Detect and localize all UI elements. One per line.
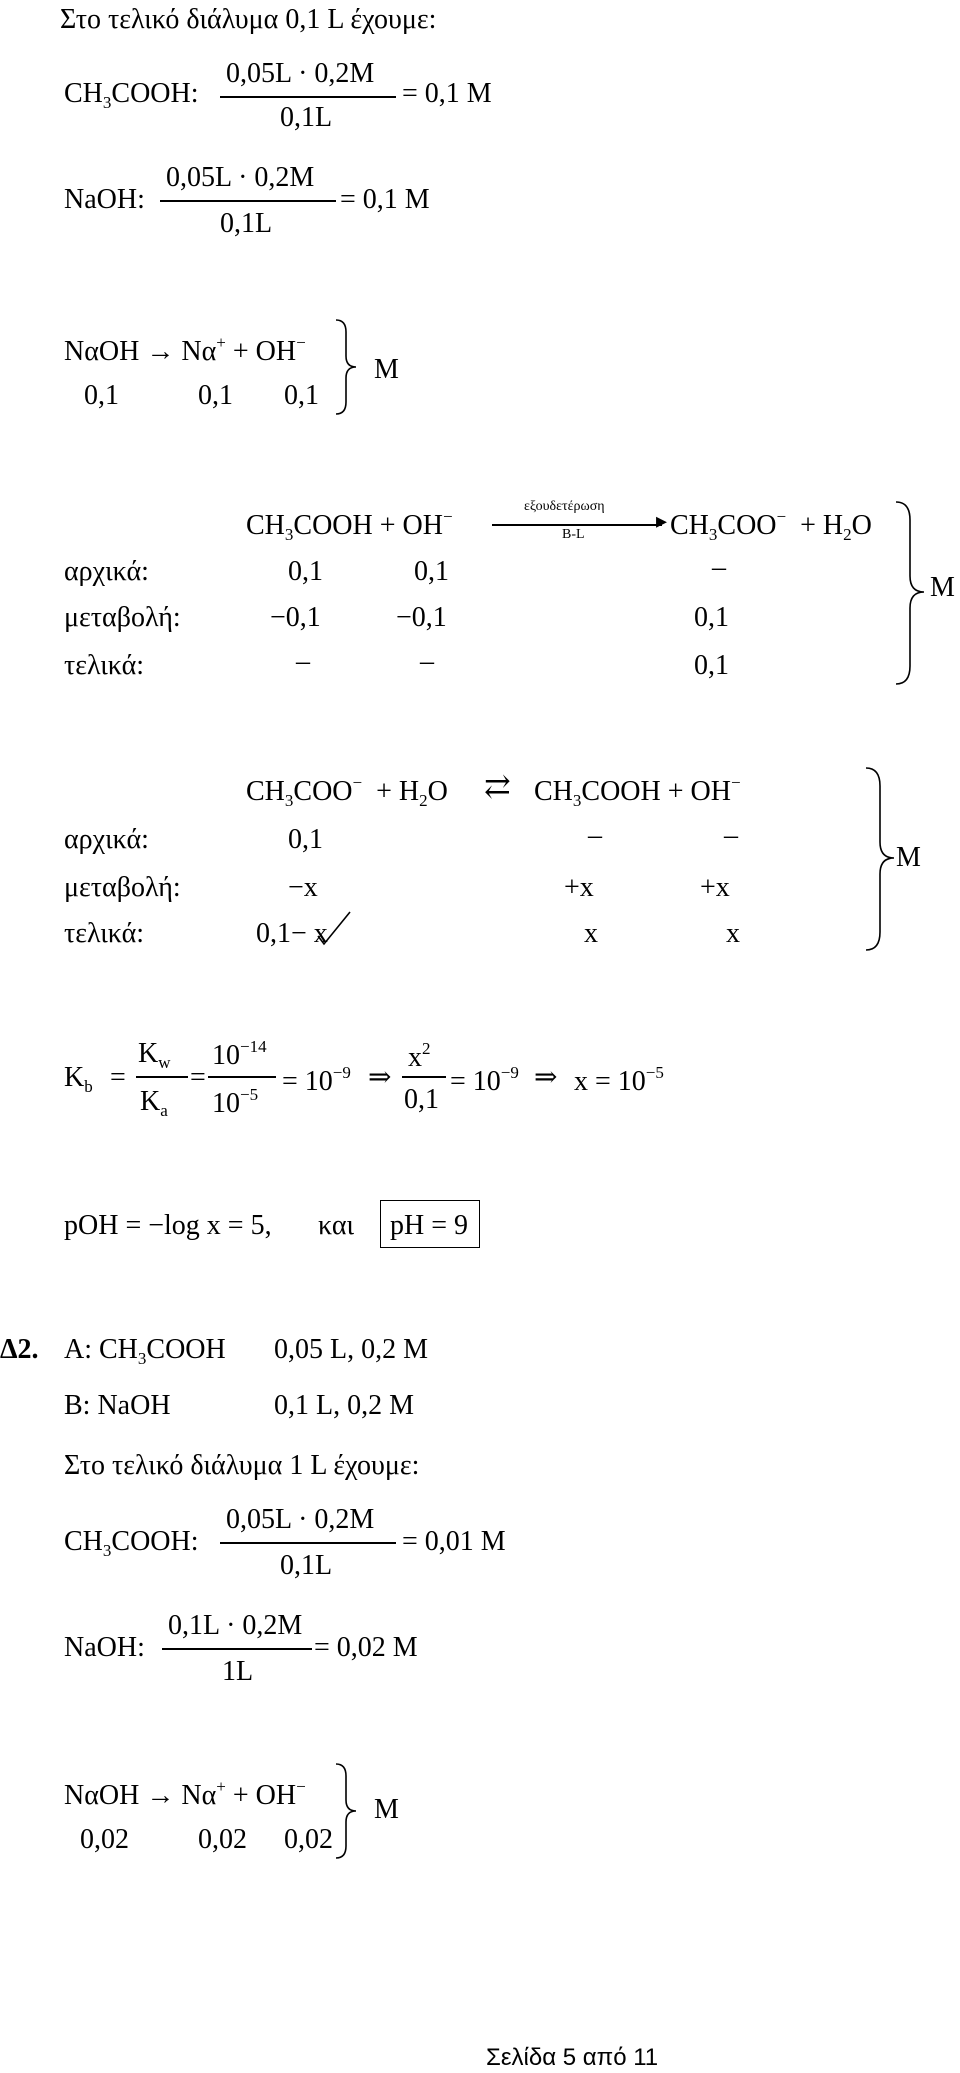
hydro-row-change-a: −x — [288, 872, 318, 903]
solution-b-line: B: NaOH — [64, 1390, 171, 1421]
implies-arrow-2: ⇒ — [534, 1062, 558, 1093]
hydro-row-final-b: x — [584, 918, 598, 949]
cancel-slash — [316, 908, 352, 948]
hydro-row-change-b: +x — [564, 872, 594, 903]
ch3cooh-label-1: $CH_3COOH$: — [64, 78, 199, 112]
diss-unit-2: M — [374, 1794, 399, 1825]
ka-symbol: $K_a$ — [140, 1086, 168, 1120]
kw-value: $10^{-14}$ — [212, 1037, 267, 1071]
diss-value-1a: 0,1 — [84, 380, 119, 411]
solution-a-line: A: $CH_3COOH$ — [64, 1334, 226, 1368]
hydro-row-final-c: x — [726, 918, 740, 949]
intro-text-2: Στο τελικό διάλυμα 1 L έχουμε: — [64, 1450, 420, 1481]
right-brace — [894, 500, 928, 686]
fraction-bar — [136, 1076, 188, 1078]
neut-row-change-a: −0,1 — [270, 602, 321, 633]
x-value: $x = 10^{-5}$ — [574, 1063, 664, 1097]
naoh-label-2: NaOH: — [64, 1632, 145, 1663]
diss-value-1c: 0,1 — [284, 380, 319, 411]
kb-equals: = — [110, 1062, 126, 1093]
neut-row-label-final: τελικά: — [64, 650, 145, 681]
section-heading-d2: Δ2. — [0, 1334, 39, 1365]
diss-unit-1: M — [374, 354, 399, 385]
and-word: και — [318, 1210, 355, 1241]
neut-row-final-a: – — [296, 646, 310, 677]
fraction-bar — [402, 1076, 446, 1078]
hydro-row-initial-b: – — [588, 820, 602, 851]
fraction-bar — [162, 1648, 312, 1650]
hydro-row-initial-c: – — [724, 820, 738, 851]
naoh-result-1: = 0,1 M — [340, 184, 430, 215]
fraction-bar — [160, 200, 336, 202]
naoh-label-1: NaOH: — [64, 184, 145, 215]
hydro-row-label-final: τελικά: — [64, 918, 145, 949]
naoh-denominator-2: 1L — [222, 1656, 254, 1687]
right-brace — [334, 318, 358, 416]
hydro-row-initial-a: 0,1 — [288, 824, 323, 855]
ch3cooh-numerator-1: 0,05L · 0,2M — [226, 58, 375, 89]
naoh-result-2: = 0,02 M — [314, 1632, 418, 1663]
hydro-row-change-c: +x — [700, 872, 730, 903]
arrow-head: ▸ — [656, 508, 668, 533]
diss-value-2c: 0,02 — [284, 1824, 333, 1855]
ch3cooh-result-1: = 0,1 M — [402, 78, 492, 109]
ch3cooh-numerator-2: 0,05L · 0,2M — [226, 1504, 375, 1535]
diss-value-2a: 0,02 — [80, 1824, 129, 1855]
kb-symbol: $K_b$ — [64, 1062, 93, 1096]
right-brace — [864, 766, 898, 952]
neut-row-change-b: −0,1 — [396, 602, 447, 633]
right-brace — [334, 1762, 358, 1860]
neut-row-change-c: 0,1 — [694, 602, 729, 633]
ph-result: pH = 9 — [390, 1210, 469, 1241]
ka-value: $10^{-5}$ — [212, 1085, 259, 1119]
hydro-reactants: $CH_3COO^- + H_2O$ — [246, 773, 448, 810]
intro-text-1: Στο τελικό διάλυμα 0,1 L έχουμε: — [60, 4, 437, 35]
diss-value-1b: 0,1 — [198, 380, 233, 411]
solution-a-values: 0,05 L, 0,2 M — [274, 1334, 428, 1365]
neut-row-label-initial: αρχικά: — [64, 556, 149, 587]
diss-eq-1: NαOH → Nα+ + OH− — [64, 333, 306, 367]
neut-unit: M — [930, 572, 955, 603]
neut-row-initial-b: 0,1 — [414, 556, 449, 587]
ch3cooh-result-2: = 0,01 M — [402, 1526, 506, 1557]
page-footer: Σελίδα 5 από 11 — [486, 2044, 659, 2071]
fraction-bar — [220, 96, 396, 98]
neut-row-final-b: – — [420, 646, 434, 677]
diss-eq-2: NαOH → Nα+ + OH− — [64, 1777, 306, 1811]
kb-result-2: = $10^{-9}$ — [450, 1063, 519, 1097]
solution-b-values: 0,1 L, 0,2 M — [274, 1390, 414, 1421]
naoh-numerator-1: 0,05L · 0,2M — [166, 162, 315, 193]
naoh-denominator-1: 0,1L — [220, 208, 273, 239]
equilibrium-arrow: ⇄ — [484, 768, 511, 804]
naoh-numerator-2: 0,1L · 0,2M — [168, 1610, 303, 1641]
neut-products: $CH_3COO^- + H_2O$ — [670, 507, 872, 544]
fraction-bar — [220, 1542, 396, 1544]
ch3cooh-denominator-1: 0,1L — [280, 102, 333, 133]
neut-reactants: $CH_3COOH + OH^-$ — [246, 507, 453, 544]
hydro-row-label-initial: αρχικά: — [64, 824, 149, 855]
hydro-row-final-a: 0,1− x — [256, 918, 328, 949]
poh-line: pOH = −log x = 5, — [64, 1210, 272, 1241]
kb-equals-2: = — [190, 1062, 206, 1093]
neut-row-label-change: μεταβολή: — [64, 602, 181, 633]
ch3cooh-denominator-2: 0,1L — [280, 1550, 333, 1581]
neut-row-initial-c: – — [712, 552, 726, 583]
kb-result: = $10^{-9}$ — [282, 1063, 351, 1097]
arrow-label-top: εξουδετέρωση — [524, 499, 605, 514]
reaction-arrow — [492, 524, 662, 526]
neut-row-initial-a: 0,1 — [288, 556, 323, 587]
x-squared: $x^2$ — [408, 1039, 431, 1073]
kw-symbol: $K_w$ — [138, 1038, 171, 1072]
x-denominator: 0,1 — [404, 1084, 439, 1115]
implies-arrow: ⇒ — [368, 1062, 392, 1093]
hydro-row-label-change: μεταβολή: — [64, 872, 181, 903]
arrow-label-bottom: B-L — [562, 527, 585, 542]
ch3cooh-label-2: $CH_3COOH$: — [64, 1526, 199, 1560]
hydro-unit: M — [896, 842, 921, 873]
hydro-products: $CH_3COOH + OH^-$ — [534, 773, 741, 810]
diss-value-2b: 0,02 — [198, 1824, 247, 1855]
neut-row-final-c: 0,1 — [694, 650, 729, 681]
fraction-bar — [208, 1076, 276, 1078]
